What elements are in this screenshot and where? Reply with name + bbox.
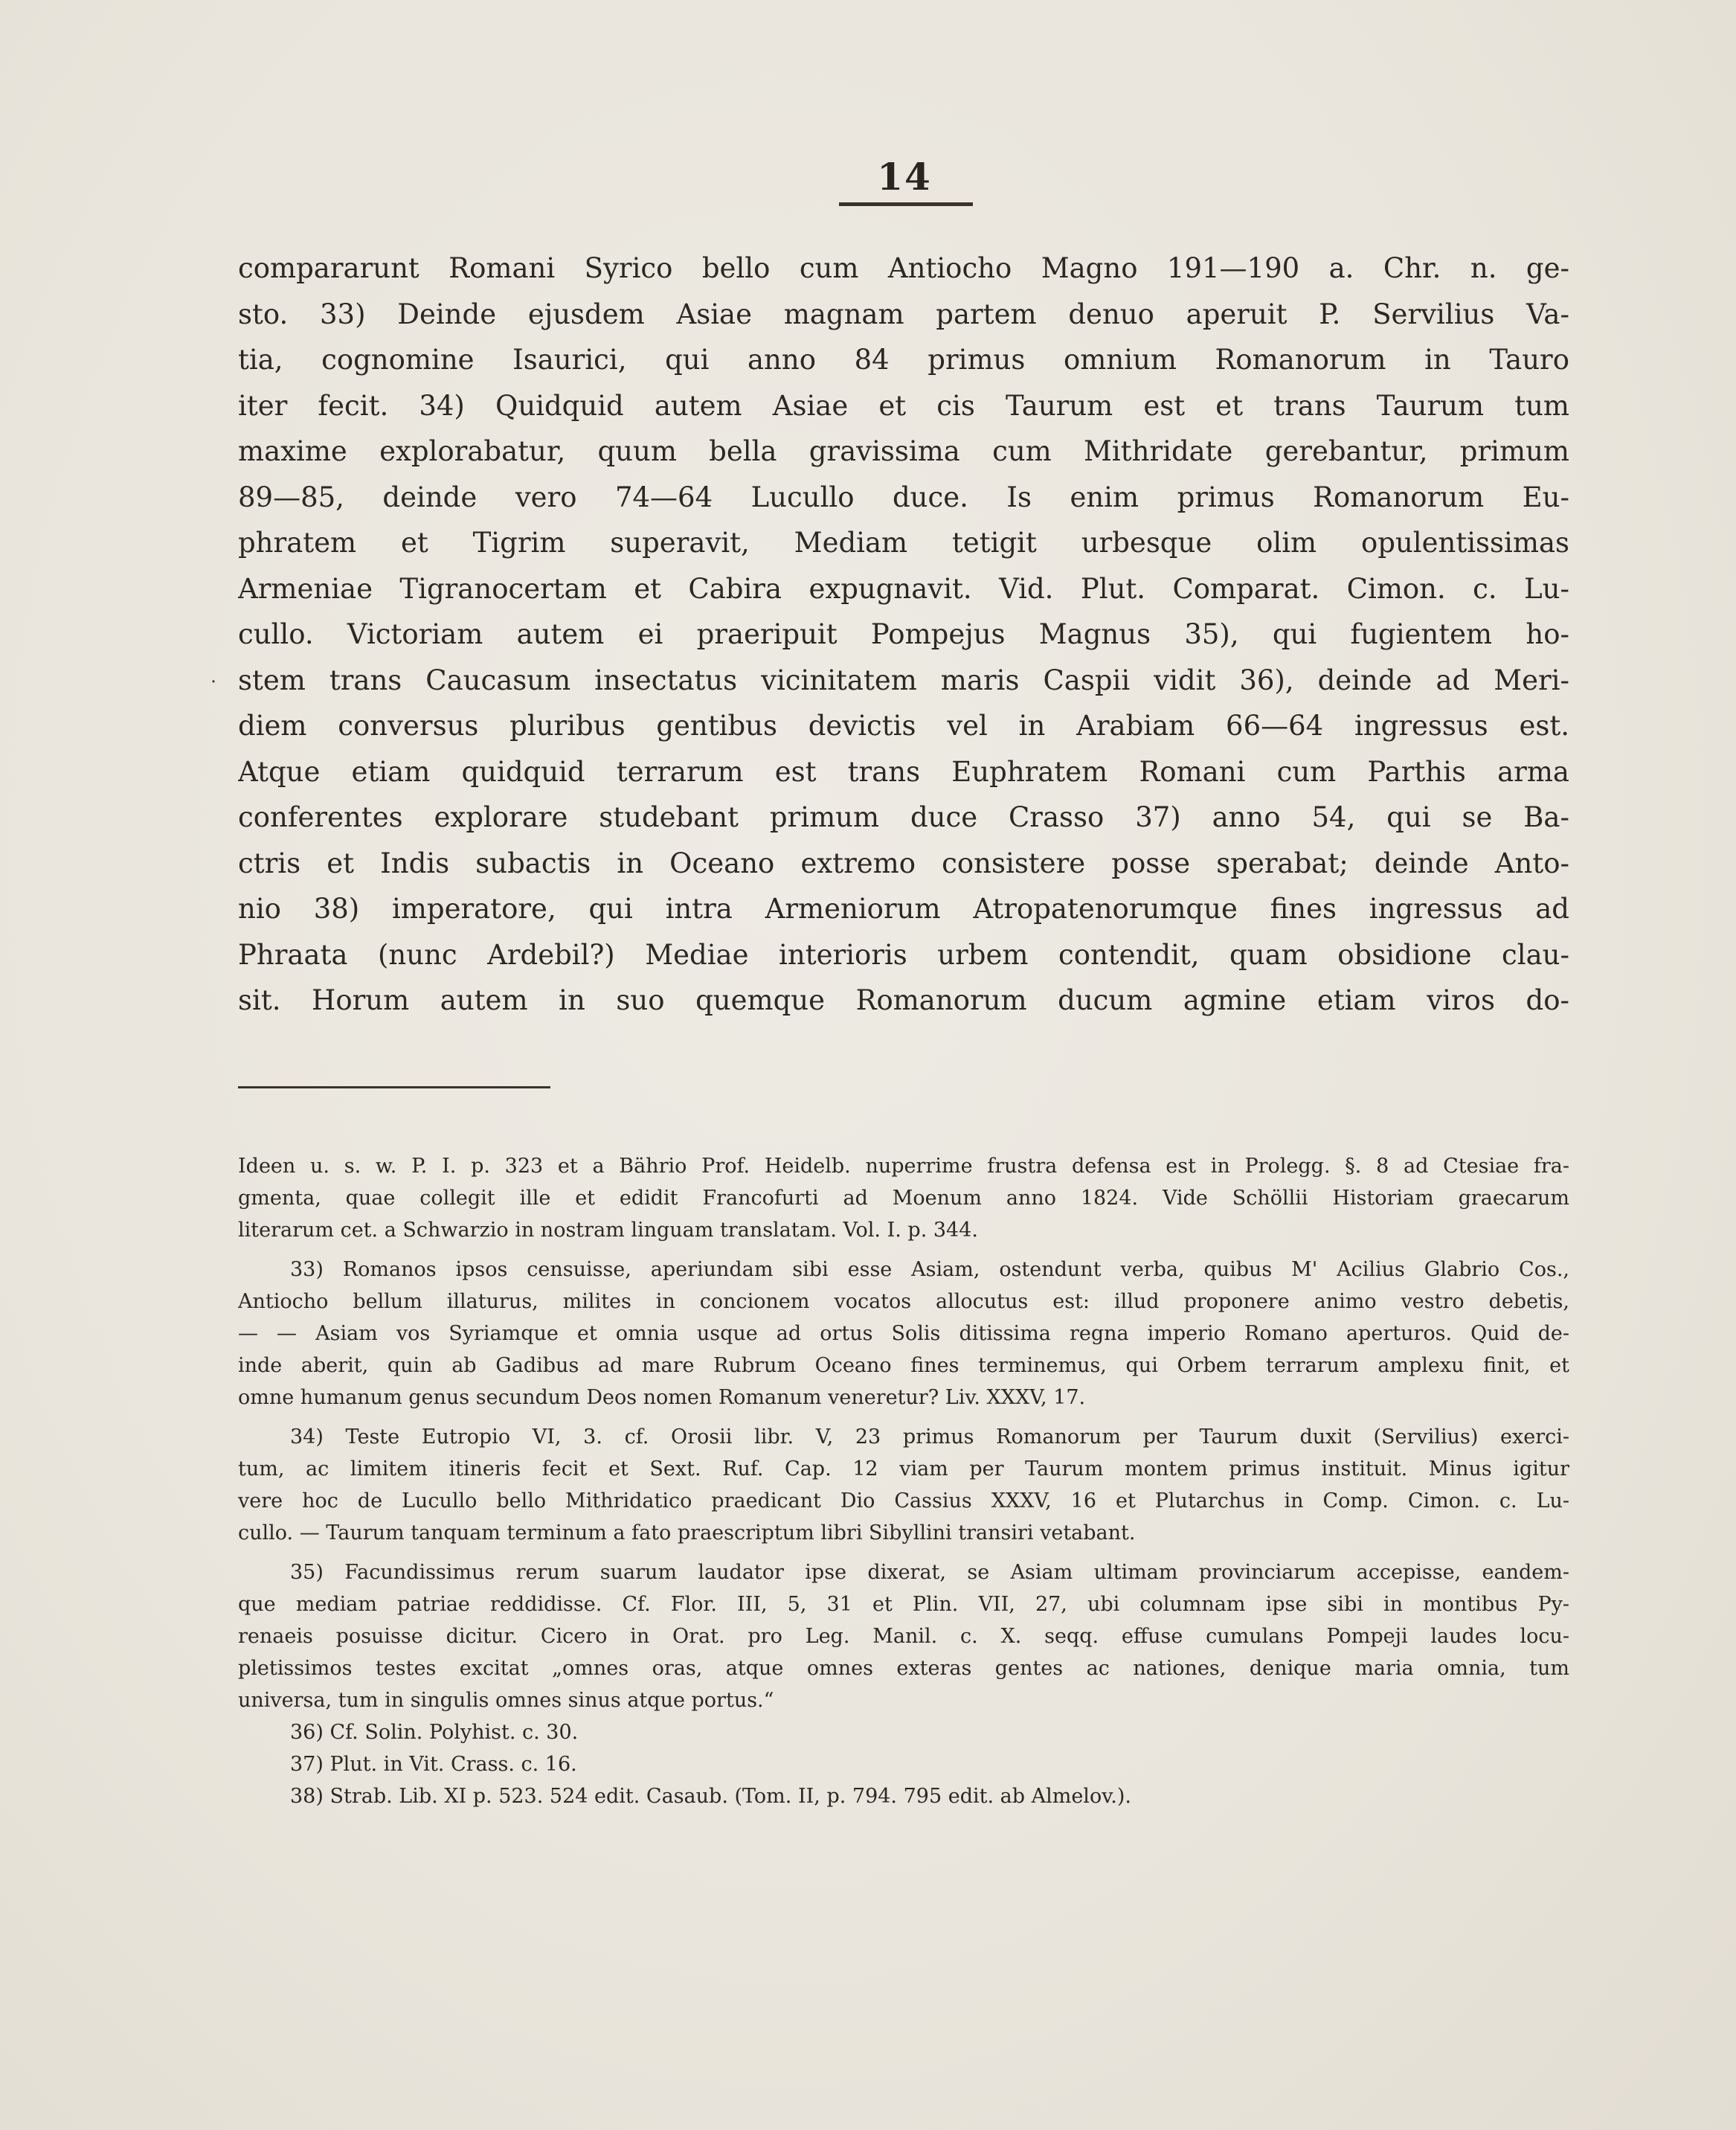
footnote-35-line: pletissimos testes excitat „omnes oras, atque omnes exteras gentes ac nationes, denique maria omnia, tum	[238, 1657, 1569, 1680]
main-line: nio 38) imperatore, qui intra Armeniorum Atropatenorumque fines ingressus ad	[238, 893, 1569, 925]
footnote-35-line: renaeis posuisse dicitur. Cicero in Orat. pro Leg. Manil. c. X. seqq. effuse cumulans Pompeji laudes locu-	[238, 1625, 1569, 1648]
footnote-38-line: 38) Strab. Lib. XI p. 523. 524 edit. Casaub. (Tom. II, p. 794. 795 edit. ab Almelov.).	[290, 1785, 1131, 1808]
footnote-37-line: 37) Plut. in Vit. Crass. c. 16.	[290, 1753, 577, 1776]
footnote-36-line: 36) Cf. Solin. Polyhist. c. 30.	[290, 1721, 579, 1744]
footnote-33-line: — — Asiam vos Syriamque et omnia usque ad ortus Solis ditissima regna imperio Romano aperturos. Quid de-	[238, 1322, 1569, 1345]
footnote-34-line: vere hoc de Lucullo bello Mithridatico praedicant Dio Cassius XXXV, 16 et Plutarchus in Comp. Cimon. c. Lu-	[238, 1489, 1569, 1513]
main-line: Phraata (nunc Ardebil?) Mediae interioris urbem contendit, quam obsidione clau-	[238, 938, 1569, 971]
main-line: tia, cognomine Isaurici, qui anno 84 primus omnium Romanorum in Tauro	[238, 344, 1569, 376]
main-line: sto. 33) Deinde ejusdem Asiae magnam partem denuo aperuit P. Servilius Va-	[238, 298, 1569, 330]
footnote-33-line: Antiocho bellum illaturus, milites in concionem vocatos allocutus est: illud proponere animo vestro debetis,	[238, 1290, 1569, 1313]
page-number: 14	[877, 155, 932, 199]
main-line: maxime explorabatur, quum bella gravissima cum Mithridate gerebantur, primum	[238, 435, 1569, 467]
footnote-34-line: cullo. — Taurum tanquam terminum a fato praescriptum libri Sibyllini transiri vetabant.	[238, 1521, 1136, 1544]
main-line: cullo. Victoriam autem ei praeripuit Pompejus Magnus 35), qui fugientem ho-	[238, 618, 1569, 650]
margin-mark: ˙	[208, 677, 219, 702]
footnote-line: Ideen u. s. w. P. I. p. 323 et a Bährio Prof. Heidelb. nuperrime frustra defensa est in Prolegg. §. 8 ad Ctesiae fra-	[238, 1155, 1569, 1178]
main-line: ctris et Indis subactis in Oceano extremo consistere posse sperabat; deinde Anto-	[238, 847, 1569, 879]
main-line: conferentes explorare studebant primum duce Crasso 37) anno 54, qui se Ba-	[238, 801, 1569, 833]
main-text	[238, 246, 1569, 1024]
main-line: Atque etiam quidquid terrarum est trans Euphratem Romani cum Parthis arma	[238, 755, 1569, 788]
footnote-33-line: omne humanum genus secundum Deos nomen Romanum veneretur? Liv. XXXV, 17.	[238, 1386, 1086, 1409]
footnote-gap	[238, 1549, 1569, 1556]
footnotes	[238, 1150, 1569, 1812]
footnote-separator	[238, 1086, 550, 1088]
main-line: 89—85, deinde vero 74—64 Lucullo duce. Is enim primus Romanorum Eu-	[238, 481, 1569, 513]
footnote-line: literarum cet. a Schwarzio in nostram linguam translatam. Vol. I. p. 344.	[238, 1219, 978, 1242]
footnote-33-line: inde aberit, quin ab Gadibus ad mare Rubrum Oceano fines terminemus, qui Orbem terrarum amplexu finit, et	[238, 1354, 1569, 1377]
main-line: stem trans Caucasum insectatus vicinitatem maris Caspii vidit 36), deinde ad Meri-	[238, 664, 1569, 696]
footnote-34-line: 34) Teste Eutropio VI, 3. cf. Orosii libr. V, 23 primus Romanorum per Taurum duxit (Servilius) exerci-	[290, 1425, 1569, 1449]
footnote-gap	[238, 1414, 1569, 1421]
main-line: phratem et Tigrim superavit, Mediam tetigit urbesque olim opulentissimas	[238, 527, 1569, 559]
footnote-35-line: universa, tum in singulis omnes sinus atque portus.“	[238, 1689, 774, 1712]
page-number-rule	[839, 202, 973, 206]
main-line: compararunt Romani Syrico bello cum Antiocho Magno 191—190 a. Chr. n. ge-	[238, 252, 1569, 284]
footnote-34-line: tum, ac limitem itineris fecit et Sext. Ruf. Cap. 12 viam per Taurum montem primus instituit. Minus igitur	[238, 1457, 1569, 1481]
footnote-33-line: 33) Romanos ipsos censuisse, aperiundam sibi esse Asiam, ostendunt verba, quibus M' Acilius Glabrio Cos.,	[290, 1258, 1569, 1281]
main-line: diem conversus pluribus gentibus devictis vel in Arabiam 66—64 ingressus est.	[238, 710, 1569, 742]
main-line: iter fecit. 34) Quidquid autem Asiae et cis Taurum est et trans Taurum tum	[238, 389, 1569, 422]
main-line: Armeniae Tigranocertam et Cabira expugnavit. Vid. Plut. Comparat. Cimon. c. Lu-	[238, 572, 1569, 605]
footnote-gap	[238, 1246, 1569, 1254]
footnote-35-line: que mediam patriae reddidisse. Cf. Flor. III, 5, 31 et Plin. VII, 27, ubi columnam ipse sibi in montibus Py-	[238, 1593, 1569, 1616]
main-line: sit. Horum autem in suo quemque Romanorum ducum agmine etiam viros do-	[238, 984, 1569, 1016]
footnote-35-line: 35) Facundissimus rerum suarum laudator ipse dixerat, se Asiam ultimam provinciarum accepisse, eandem-	[290, 1561, 1569, 1584]
footnote-line: gmenta, quae collegit ille et edidit Francofurti ad Moenum anno 1824. Vide Schöllii Historiam graecarum	[238, 1187, 1569, 1210]
